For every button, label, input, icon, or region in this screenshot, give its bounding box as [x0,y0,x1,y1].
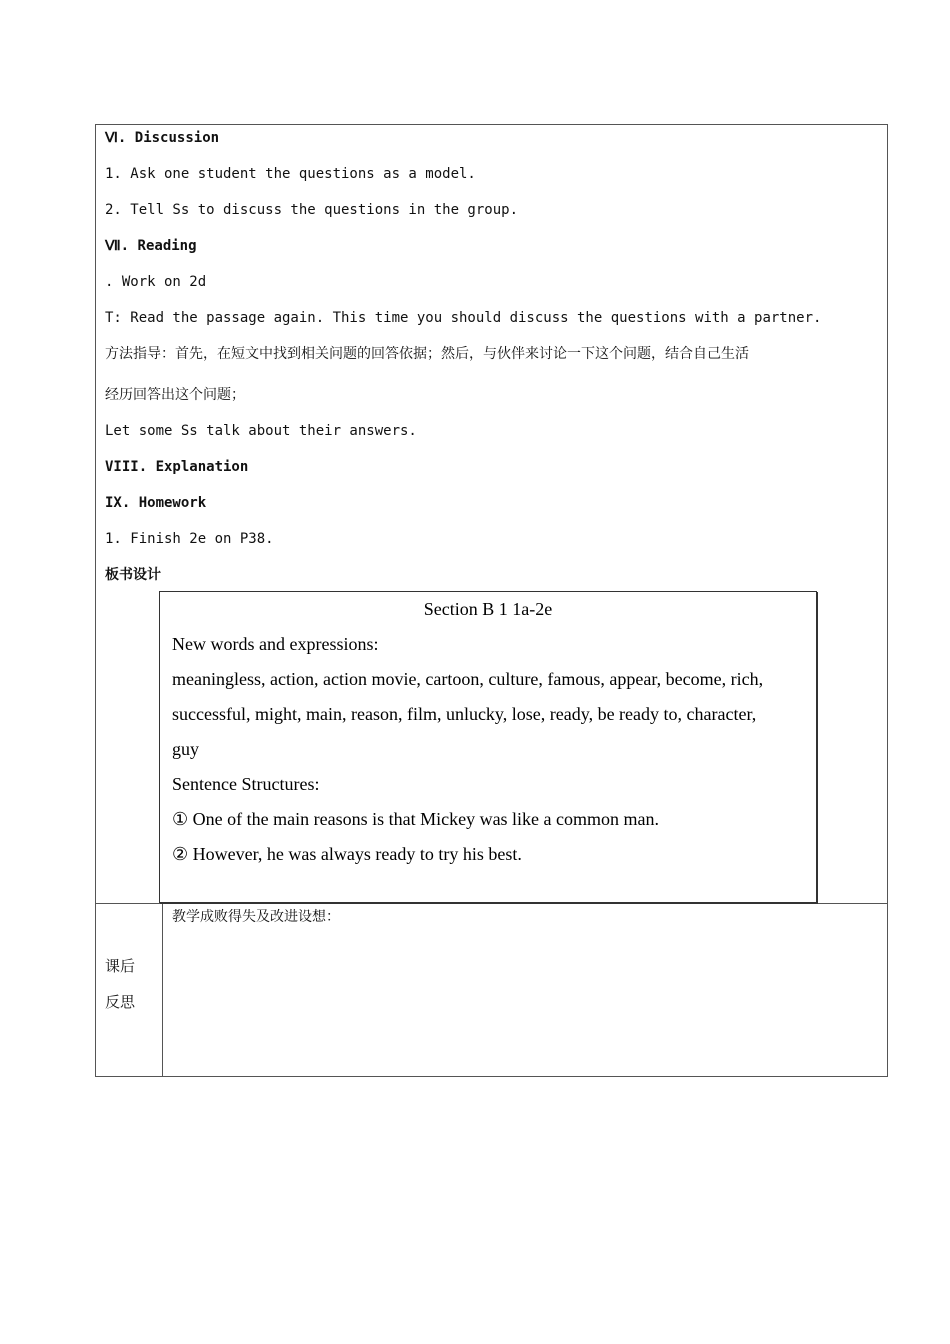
reading-method-line-1: 方法指导：首先，在短文中找到相关问题的回答依据；然后，与伙伴来讨论一下这个问题，结合自己生活 [105,346,749,362]
lesson-plan-table [95,124,888,1077]
reading-teacher-instruction: T: Read the passage again. This time you should discuss the questions with a partner. [105,310,822,326]
homework-heading: IX. Homework [105,495,207,511]
discussion-heading: Ⅵ. Discussion [105,130,220,146]
reflection-row [96,904,887,1076]
reading-work: . Work on 2d [105,274,207,290]
blackboard-design-box [159,591,817,903]
reflection-label-line-1: 课后 [105,957,136,975]
reading-heading: Ⅶ. Reading [105,238,197,254]
homework-item-1: 1. Finish 2e on P38. [105,531,274,547]
board-structure-1: ① One of the main reasons is that Mickey was like a common man. [172,809,660,829]
reflection-label-line-2: 反思 [105,993,136,1011]
board-words-line-1: meaningless, action, action movie, cartoon, culture, famous, appear, become, rich, [172,669,764,689]
board-design-heading: 板书设计 [105,567,161,583]
procedure-cell [96,125,887,904]
board-title: Section B 1 1a-2e [423,599,553,619]
discussion-item-2: 2. Tell Ss to discuss the questions in the group. [105,202,519,218]
board-words-label: New words and expressions: [172,634,379,654]
discussion-item-1: 1. Ask one student the questions as a model. [105,166,476,182]
board-words-line-2: successful, might, main, reason, film, unlucky, lose, ready, be ready to, character, [172,704,757,724]
reflection-prompt: 教学成败得失及改进设想： [172,909,340,925]
reading-method-line-2: 经历回答出这个问题； [105,387,245,403]
board-structures-label: Sentence Structures: [172,774,320,794]
reflection-divider [162,904,163,1076]
reading-talk: Let some Ss talk about their answers. [105,423,417,439]
board-structure-2: ② However, he was always ready to try his best. [172,844,522,864]
explanation-heading: VIII. Explanation [105,459,249,475]
board-words-line-3: guy [172,739,199,759]
